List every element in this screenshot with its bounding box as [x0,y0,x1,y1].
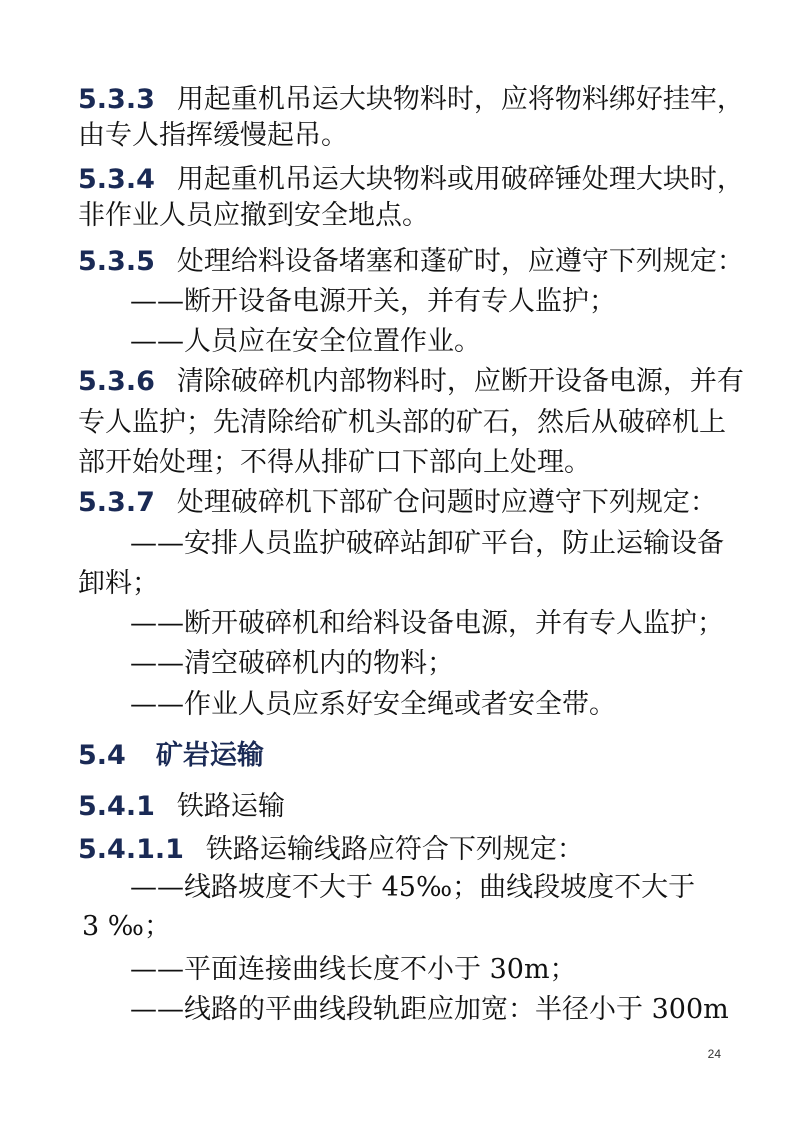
clause-text: 用起重机吊运大块物料或用破碎锤处理大块时， [176,164,744,195]
para-5-3-6-line-2: 专人监护；先清除给矿机头部的矿石，然后从破碎机上 [78,407,726,438]
para-5-3-4-line-1 [0,160,799,200]
para-5-3-7-item-4: ——作业人员应系好安全绳或者安全带。 [130,689,616,720]
para-5-3-7-item-2: ——断开破碎机和给料设备电源，并有专人监护； [130,608,724,639]
para-5-3-5-item-1: ——断开设备电源开关，并有专人监护； [130,286,616,317]
para-5-4-1-1-item-1a: ——线路坡度不大于 45‰；曲线段坡度不大于 [130,872,696,903]
section-heading-5-4 [0,736,799,776]
section-heading-5-4-1 [0,787,799,827]
clause-number: 5.3.6 [78,366,155,397]
para-5-3-6-line-1 [0,362,799,402]
page-number: 24 [707,1047,721,1061]
para-5-4-1-1-item-3: ——线路的平曲线段轨距应加宽：半径小于 300m [130,994,729,1025]
para-5-3-4-line-2: 非作业人员应撤到安全地点。 [78,200,429,231]
para-5-3-5-item-2: ——人员应在安全位置作业。 [130,326,481,357]
para-5-3-3-line-1 [0,80,799,120]
clause-text: 用起重机吊运大块物料时，应将物料绑好挂牢， [176,84,744,115]
section-number: 5.4 [78,740,126,771]
clause-number: 5.4.1.1 [78,834,184,865]
clause-text: 清除破碎机内部物料时，应断开设备电源，并有 [176,366,744,397]
section-number: 5.4.1 [78,791,155,822]
clause-number: 5.3.3 [78,84,155,115]
section-title: 矿岩运输 [155,740,264,771]
para-5-4-1-1-line-1 [0,830,799,870]
para-5-3-5-line-1 [0,242,799,282]
para-5-3-7-line-1 [0,483,799,523]
para-5-3-6-line-3: 部开始处理；不得从排矿口下部向上处理。 [78,447,591,478]
clause-number: 5.3.4 [78,164,155,195]
para-5-4-1-1-item-2: ——平面连接曲线长度不小于 30m； [130,954,577,985]
para-5-3-7-item-1a: ——安排人员监护破碎站卸矿平台，防止运输设备 [130,528,724,559]
clause-number: 5.3.5 [78,246,155,277]
para-5-4-1-1-item-1b: 3 ‰； [82,911,171,942]
para-5-3-7-item-1b: 卸料； [78,568,159,599]
clause-text: 处理破碎机下部矿仓问题时应遵守下列规定： [176,487,717,518]
para-5-3-7-item-3: ——清空破碎机内的物料； [130,648,454,679]
clause-text: 处理给料设备堵塞和蓬矿时，应遵守下列规定： [176,246,744,277]
clause-number: 5.3.7 [78,487,155,518]
section-title: 铁路运输 [176,791,285,822]
para-5-3-3-line-2: 由专人指挥缓慢起吊。 [78,120,348,151]
clause-text: 铁路运输线路应符合下列规定： [205,834,584,865]
